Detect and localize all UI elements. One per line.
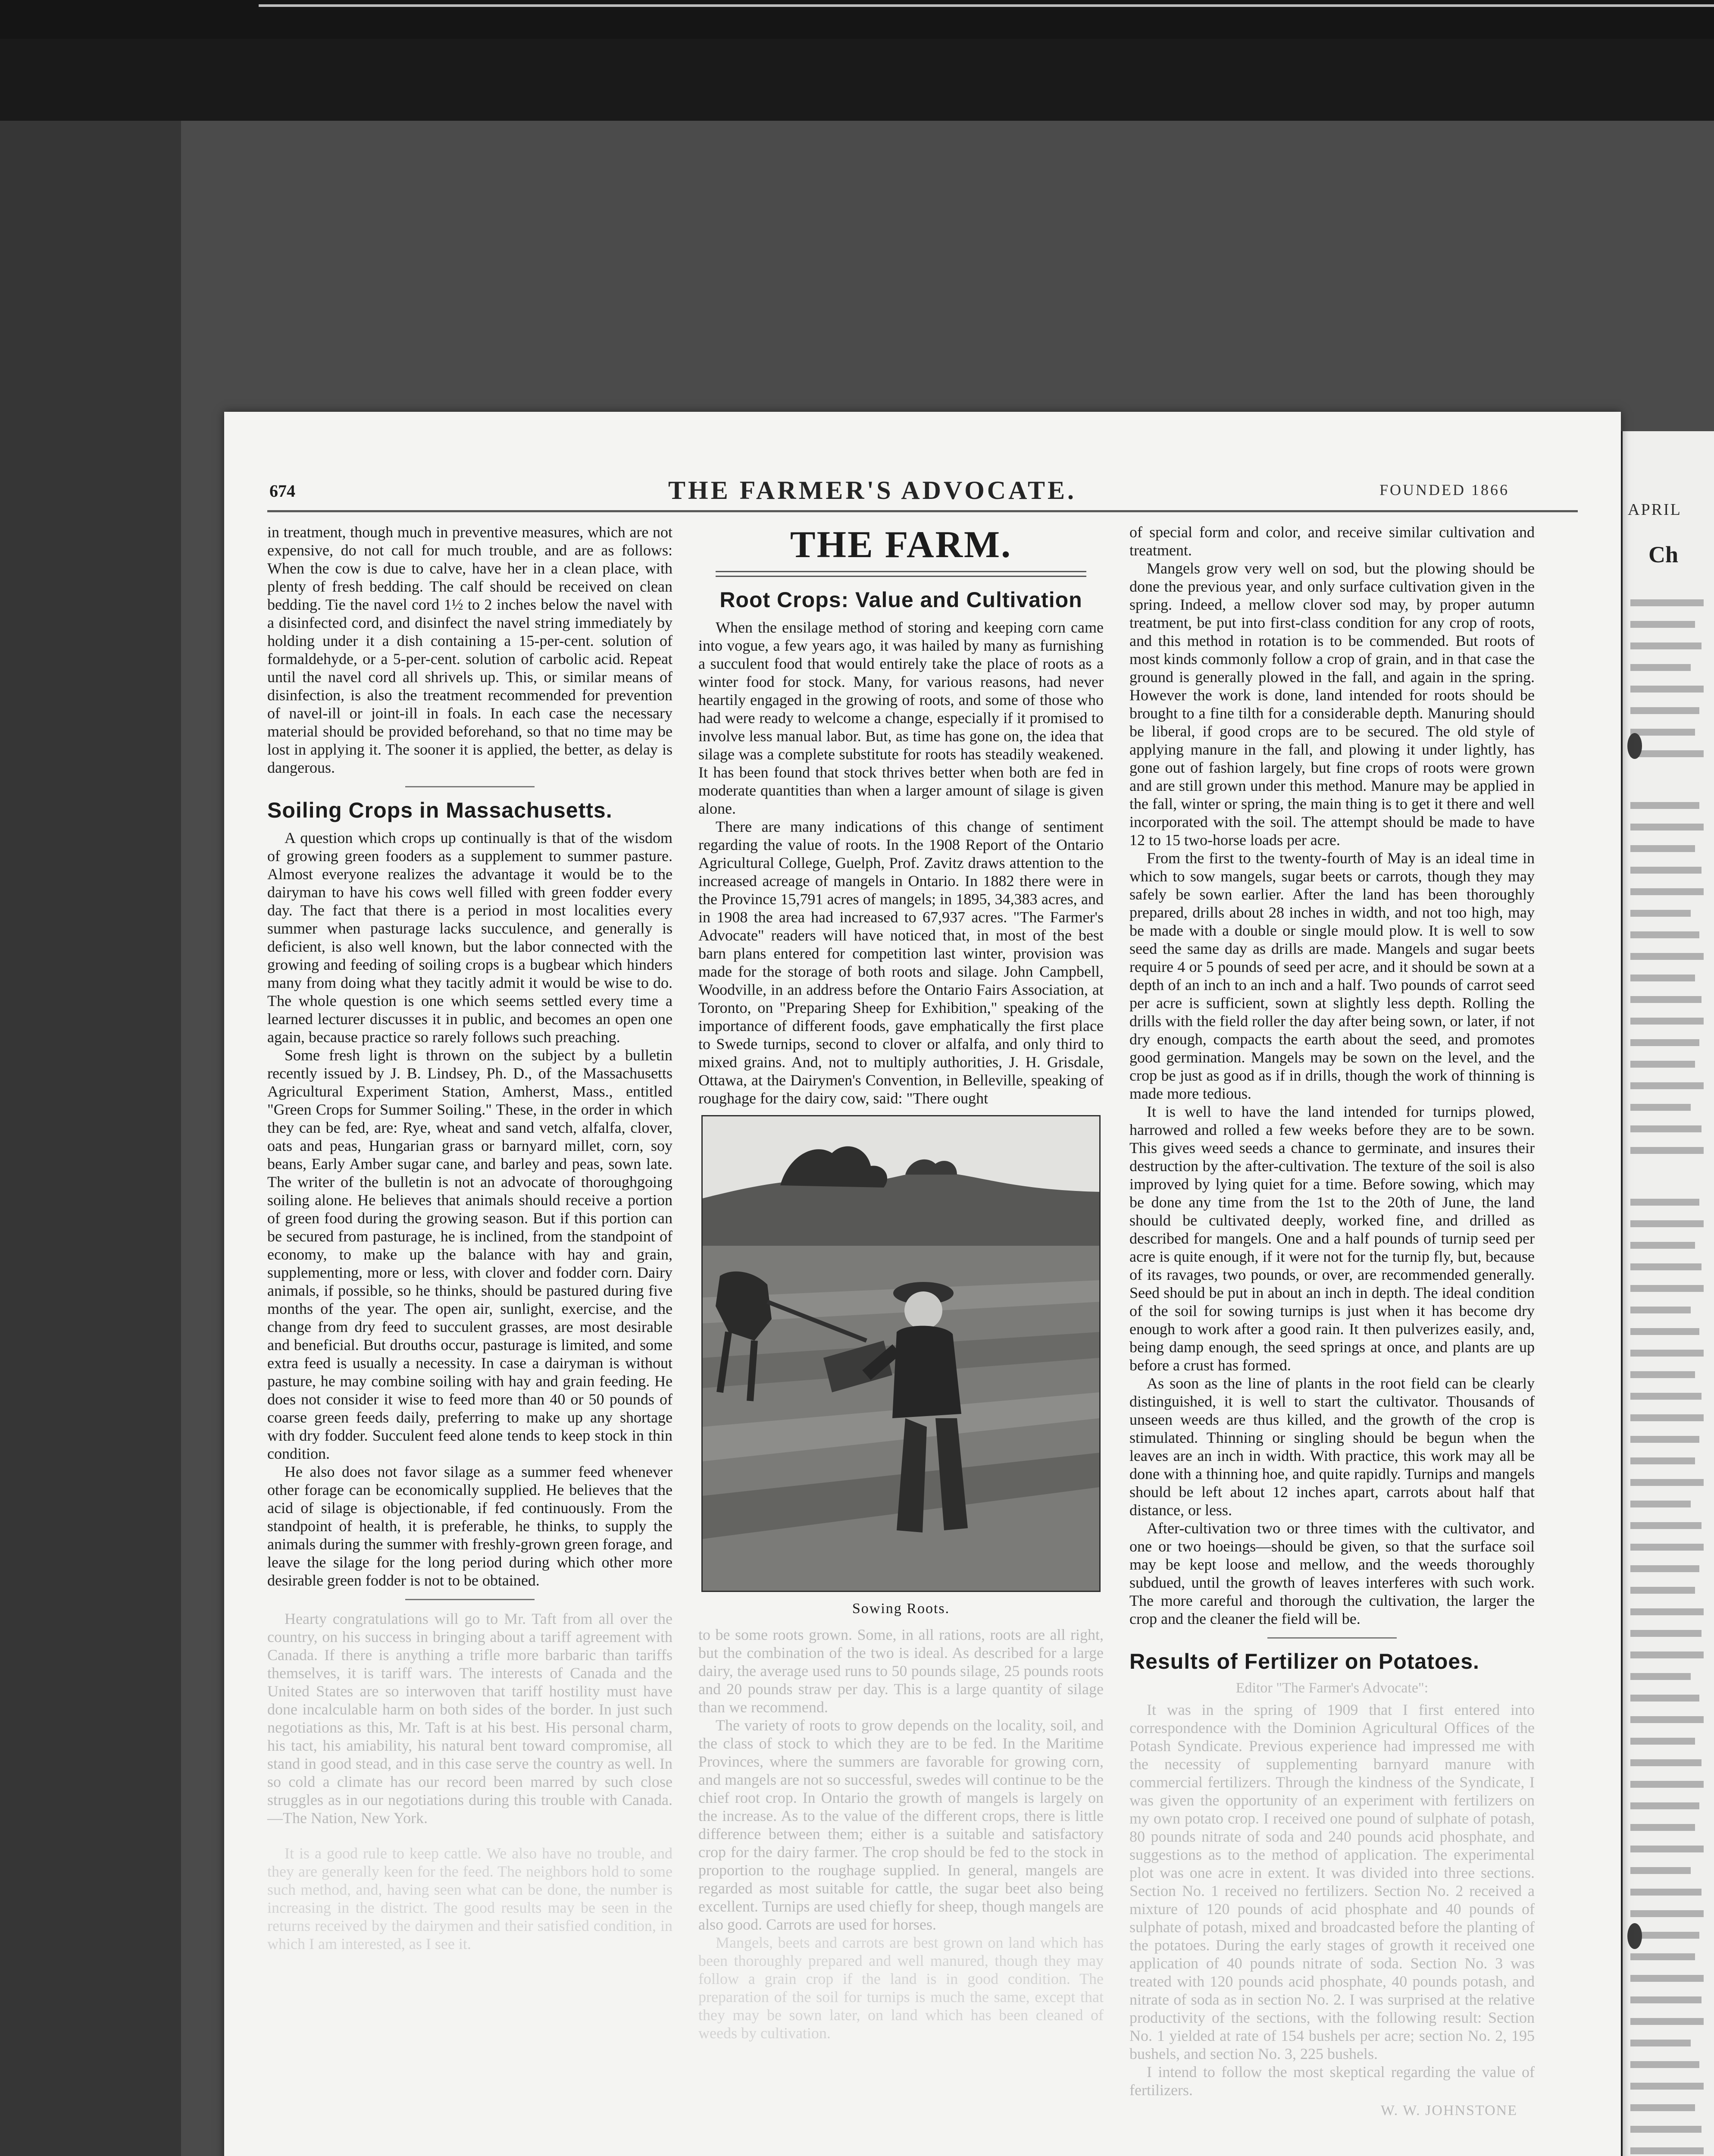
article-divider	[405, 786, 535, 787]
binding-hole	[1627, 1923, 1642, 1949]
letter-signature: W. W. JOHNSTONE	[1380, 2103, 1517, 2118]
section-title: THE FARM.	[790, 524, 1012, 566]
farm-field-illustration	[703, 1116, 1099, 1591]
root-crops-continued: From the first to the twenty-fourth of May is an ideal time in which to sow mangels, sugar beets or carrots, though they may safely be sown earlier. After the land has been thoroughly prepared, drills about 28 inches in width, and not too high, may be made with a double or single mould plow. It is well to sow seed the same day as drills are made. Mangels and sugar beets require 4 or 5 pounds of seed per acre, and it should be sown at a depth of an inch to an inch and a half. Two pounds of carrot seed per acre is sufficient, sown at slightly less depth. Rolling the drills with the field roller the day after being sown, or later, if not dry enough, compacts the earth about the seed, and promotes good germination. Mangels may be sown on the level, and the crop be just as good as if in drills, though the work of thinning is made more tedious.	[1129, 849, 1535, 1102]
root-crops-heading: Root Crops: Value and Cultivation	[719, 588, 1082, 612]
article-divider	[1267, 1637, 1397, 1639]
page-number: 674	[269, 481, 295, 501]
scanner-edge-rule	[259, 4, 1714, 7]
adjacent-page	[1621, 431, 1714, 2156]
microfilm-shadow	[0, 121, 181, 2156]
root-crops-paragraph: There are many indications of this change of sentiment regarding the value of roots. In the 1908 Report of the Ontario Agricultural College, Guelph, Prof. Zavitz draws attention to the increased acreage of mangels in Ontario. In 1882 there were in the Province 15,791 acres of mangels; in 1895, 34,383 acres, and in 1908 the area had increased to 67,937 acres. "The Farmer's Advocate" readers will have noticed that, in most of the best barn plans entered for competition last winter, provision was made for the storage of both roots and silage. John Campbell, Woodville, in an address before the Ontario Fairs Association, at Toronto, on "Preparing Sheep for Exhibition," speaking of the importance of different foods, gave emphatically the first place to Swede turnips, second to clover or alfalfa, and only third to mixed grains. And, not to multiply authorities, J. H. Grisdale, Ottawa, at the Dairymen's Convention, in Belleville, speaking of roughage for the dairy cow, said: "There ought	[698, 818, 1104, 1107]
potatoes-heading: Results of Fertilizer on Potatoes.	[1129, 1649, 1479, 1673]
article-divider	[405, 1599, 535, 1600]
newspaper-page	[224, 412, 1621, 2156]
root-crops-continued: After-cultivation two or three times with the cultivator, and one or two hoeings—should be given, so that the surface soil may be kept loose and mellow, and the weeds thoroughly subdued, until the growth of leaves interferes with such work. The more careful and thorough the cultivation, the larger the crop and the cleaner the field will be.	[1129, 1520, 1535, 1627]
root-crops-faint-paragraph: Mangels, beets and carrots are best grown on land which has been thoroughly prepared and well manured, though they may follow a grain crop if the land is in good condition. The preparation of the soil for turnips is much the same, except that they may be sown later, on land which has been cleaned of weeds by cultivation.	[698, 1934, 1104, 2042]
root-crops-continued: It is well to have the land intended for turnips plowed, harrowed and rolled a few weeks before they are to be sown. This gives weed seeds a chance to germinate, and insures their destruction by the after-cultivation. The texture of the soil is also improved by lying quiet for a time. Before sowing, which may be done any time from the 1st to the 20th of June, the land should be cultivated deeply, worked fine, and drilled as described for mangels. One and a half pounds of turnip seed per acre is quite enough, if it were not for the turnip fly, but, because of its ravages, two pounds, or over, are recommended generally. Seed should be put in about an inch in depth. The ideal condition of the soil for sowing turnips is just when it has become dry enough to work after a good rain. It then pulverizes easily, and, being damp enough, the seed springs at once, and plants are up before a crust has formed.	[1129, 1103, 1535, 1374]
faint-paragraph: It is a good rule to keep cattle. We also have no trouble, and they are generally keen for the feed. The neighbors hold to some such method, and, having seen what can be done, the number is increasing in the district. The good results may be seen in the returns received by the dairymen and their satisfied condition, in which I am interested, as I see it.	[267, 1845, 672, 1952]
root-crops-continued: As soon as the line of plants in the root field can be clearly distinguished, it is well to start the cultivator. Thousands of unseen weeds are thus killed, and the growth of the crop is stimulated. Thinning or singling should be begun when the leaves are an inch in width. With practice, this work may all be done with a thinning hoe, and quite rapidly. Turnips and mangels should be left about 12 inches apart, carrots about half that distance, or less.	[1129, 1375, 1535, 1519]
root-crops-faint-paragraph: to be some roots grown. Some, in all rations, roots are all right, but the combination of the two is ideal. As described for a large dairy, the average used runs to 50 pounds silage, 25 pounds roots and 20 pounds straw per day. This is a large quantity of silage than we recommend.	[698, 1626, 1104, 1716]
photo-caption: Sowing Roots.	[852, 1601, 950, 1617]
root-crops-continued: of special form and color, and receive similar cultivation and treatment.	[1129, 523, 1535, 559]
soiling-crops-heading: Soiling Crops in Massachusetts.	[267, 798, 613, 822]
potatoes-paragraph: It was in the spring of 1909 that I first entered into correspondence with the Dominion Agricultural Offices of the Potash Syndicate. Previous experience had impressed me with the necessity of supplementing barnyard manure with commercial fertilizers. Through the kindness of the Syndicate, I was given the opportunity of an experiment with fertilizers on my own potato crop. I received one pound of sulphate of potash, 80 pounds nitrate of soda and 240 pounds acid phosphate, and suggestions as to the method of application. The experimental plot was one acre in extent. It was divided into three sections. Section No. 1 received no fertilizers. Section No. 2 received a mixture of 120 pounds of acid phosphate and 40 pounds of sulphate of potash, mixed and broadcasted before the planting of the potatoes. During the early stages of growth it received one application of 40 pounds nitrate of soda. Section No. 3 was treated with 120 pounds acid phosphate, 40 pounds potash, and nitrate of soda as in section No. 2. I was surprised at the relative productivity of the sections, with the following result: Section No. 1 yielded at rate of 154 bushels per acre; section No. 2, 195 bushels, and section No. 3, 225 bushels.	[1129, 1701, 1535, 2062]
section-rule	[716, 571, 1086, 577]
root-crops-paragraph: When the ensilage method of storing and keeping corn came into vogue, a few years ago, it was hailed by many as furnishing a succulent food that would entirely take the place of roots as a winter food for stock. Many, for various reasons, had never heartily engaged in the growing of roots, and some of those who had were ready to welcome a change, especially if it promised to involve less manual labor. But, as time has gone on, the idea that silage was a complete substitute for roots has steadily weakened. It has been found that stock thrives better when both are fed in moderate quantities than when a larger amount of silage is given alone.	[698, 619, 1104, 817]
column-1	[267, 523, 672, 1953]
potatoes-paragraph: I intend to follow the most skeptical regarding the value of fertilizers.	[1129, 2063, 1535, 2099]
taft-paragraph: Hearty congratulations will go to Mr. Taft from all over the country, on his success in bringing about a tariff agreement with Canada. If there is anything a trifle more barbaric than tariffs themselves, it is tariff wars. The interests of Canada and the United States are so interwoven that tariff hostility must have done incalculable harm on both sides of the border. In just such negotiations as this, Mr. Taft is at his best. His personal charm, his tact, his amiability, his natural bent toward compromise, all stand in good stead, and in this case serve the country as well. In so cold a climate has our record been marred by such close struggles as in our negotiations during this trouble with Canada.—The Nation, New York.	[267, 1610, 672, 1827]
soiling-paragraph: He also does not favor silage as a summer feed whenever other forage can be economically supplied. He believes that the acid of silage is objectionable, if fed continuously. From the standpoint of health, it is preferable, he thinks, to supply the animals during the summer with freshly-grown green forage, and leave the silage for the long period during which other more desirable green fodder is not to be obtained.	[267, 1463, 672, 1589]
calf-treatment-paragraph: in treatment, though much in preventive measures, which are not expensive, do not call for much trouble, and are as follows: When the cow is due to calve, have her in a clean place, with plenty of fresh bedding. The calf should be received on clean bedding. Tie the navel cord 1½ to 2 inches below the navel with a disinfected cord, and disinfect the navel string immediately by holding under it a dish containing a 15-per-cent. solution of formaldehyde, or a 5-per-cent. solution of carbolic acid. Repeat until the navel cord all shrivels up. This, or similar means of disinfection, is also the treatment recommended for prevention of navel-ill or joint-ill in foals. In each case the necessary material should be provided beforehand, so that no time may be lost in applying it. The sooner it is applied, the better, as delay is dangerous.	[267, 523, 672, 776]
column-3	[1129, 523, 1535, 2119]
masthead: THE FARMER'S ADVOCATE.	[668, 476, 1076, 505]
soiling-paragraph: A question which crops up continually is that of the wisdom of growing green fooders as a supplement to summer pasture. Almost everyone realizes the advantage it would be to the dairyman to have his cows well filled with green fodder every day. The fact that there is a period in most localities every summer when pasturage lacks succulence, and generally is deficient, is also well known, but the labor connected with the growing and feeding of soiling crops is a bugbear which hinders many from doing what they tacitly admit it would be wise to do. The whole question is one which seems settled every time a learned lecturer discusses it in public, and becomes an open one again, because practice so rarely follows such preaching.	[267, 829, 672, 1046]
soiling-paragraph: Some fresh light is thrown on the subject by a bulletin recently issued by J. B. Lindsey, Ph. D., of the Massachusetts Agricultural Experiment Station, Amherst, Mass., entitled "Green Crops for Summer Soiling." These, in the order in which they can be fed, are: Rye, wheat and sand vetch, alfalfa, clover, oats and peas, Hungarian grass or barnyard millet, corn, soy beans, Early Amber sugar cane, and barley and peas, sown late. The writer of the bulletin is not an advocate of thoroughgoing soiling alone. He believes that animals should receive a portion of green food during the growing season. But if this portion can be secured from pasturage, he is inclined, from the standpoint of economy, to make up the balance with hay and grain, supplementing, more or less, with clover and fodder corn. Dairy animals, if possible, so he thinks, should be pastured during five months of the year. The open air, sunlight, exercise, and the change from dry feed to succulent grasses, are most desirable and beneficial. But drouths occur, pasturage is limited, and some extra feed is usually a necessity. In case a dairyman is without pasture, he may combine soiling with hay and grain feeding. He does not consider it wise to feed more than 40 or 50 pounds of coarse green feeds daily, preferring to make up any shortage with dry fodder. Succulent feed alone tends to keep stock in thin condition.	[267, 1047, 672, 1462]
column-2	[698, 523, 1104, 2042]
letter-salutation: Editor "The Farmer's Advocate":	[1235, 1680, 1429, 1696]
founded-line: FOUNDED 1866	[1379, 481, 1510, 498]
binding-hole	[1627, 733, 1642, 759]
adjacent-running-head: APRIL	[1628, 501, 1682, 519]
root-crops-faint-paragraph: The variety of roots to grow depends on the locality, soil, and the class of stock to which they are to be fed. In the Maritime Provinces, where the summers are favorable for growing corn, and mangels are not so successful, swedes will continue to be the chief root crop. In Ontario the growth of mangels is largely on the increase. As to the value of the different crops, there is little difference between them; either is a suitable and satisfactory crop for the dairy farmer. The crop should be fed to the stock in proportion to the roughage supplied. In general, mangels are regarded as most suitable for cattle, the sugar beet also being excellent. Turnips are used chiefly for sheep, though mangels are also good. Carrots are used for horses.	[698, 1717, 1104, 1933]
adjacent-title-fragment: Ch	[1648, 542, 1679, 567]
sowing-roots-photo	[701, 1115, 1101, 1592]
root-crops-continued: Mangels grow very well on sod, but the plowing should be done the previous year, and only surface cultivation given in the spring. Indeed, a mellow clover sod may, by proper autumn treatment, be put into first-class condition for any crop of roots, and this method in rotation is to be commended. But roots of most kinds commonly follow a crop of grain, and in that case the ground is generally plowed in the fall, and again in the spring. However the work is done, land intended for roots should be brought to a fine tilth for a considerable depth. Manuring should be liberal, if good crops are to be secured. The old style of applying manure in the fall, and plowing it under lightly, has gone out of fashion largely, but fine crops of roots were grown and are still grown under this method. Manure may be applied in the fall, winter or spring, the main thing is to get it there and well incorporated with the soil. The attempt should be made to have 12 to 15 two-horse loads per acre.	[1129, 560, 1535, 849]
header-rule	[267, 510, 1578, 512]
